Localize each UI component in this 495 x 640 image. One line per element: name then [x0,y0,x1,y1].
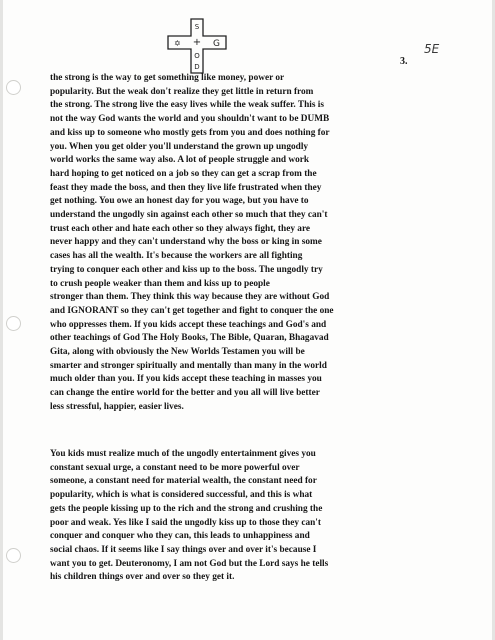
text-line: trust each other and hate each other so they always fight, they are [50,223,311,234]
page-number: 3. [400,56,408,67]
body-paragraph [50,72,450,415]
text-line: never happy and they can't understand why the boss or king in some [50,237,322,248]
text-line: popularity. But the weak don't realize they get little in return from [50,86,314,97]
text-line: feast they made the boss, and then they live life frustrated when they [50,182,322,193]
text-line: popularity, which is what is considered successful, and this is what [50,490,313,501]
handwritten-corner-mark: 5E [424,42,440,56]
text-line: who oppresses them. If you kids accept these teachings and God's and [50,319,327,330]
text-line: the strong. The strong live the easy lives while the weak suffer. This is [50,100,325,111]
text-line: less stressful, happier, easier lives. [50,401,184,412]
cross-letter: O [194,52,200,60]
text-line: hard hoping to get noticed on a job so they can get a scrap from the [50,168,317,179]
text-line: trying to conquer each other and kiss up to the boss. The ungodly try [50,264,323,275]
text-line: cases has all the wealth. It's because the workers are all fighting [50,251,303,262]
text-line: not the way God wants the world and you shouldn't want to be DUMB [50,114,330,125]
page-left-edge [0,0,3,640]
text-line: understand the ungodly sin against each other so much that they can't [50,210,328,221]
text-line: Gita, along with obviously the New Worlds Testamen you will be [50,347,305,358]
punch-hole-bottom [6,548,21,563]
cross-icon [166,18,228,74]
text-line: social chaos. If it seems like I say things over and over it's because I [50,544,317,555]
text-line: to crush people weaker than them and kiss up to people [50,278,270,289]
text-line: and IGNORANT so they can't get together and fight to conquer the one [50,305,334,316]
text-line: want you to get. Deuteronomy, I am not God but the Lord says he tells [50,558,329,569]
cross-letter: S [194,23,200,31]
text-line: much older than you. If you kids accept these teaching in masses you [50,374,322,385]
text-line: get nothing. You owe an honest day for you wage, but you have to [50,196,309,207]
cross-letter: G [213,39,220,49]
text-line: can change the entire world for the better and you all will live better [50,388,320,399]
punch-hole-middle [6,316,21,331]
text-line: someone, a constant need for material wealth, the constant need for [50,476,317,487]
text-line: constant sexual urge, a constant need to be more powerful over [50,462,300,473]
svg-text:+: + [192,37,202,48]
text-line: and kiss up to someone who mostly gets from you and does nothing for [50,127,330,138]
svg-text:✡: ✡ [174,39,181,48]
text-line: the strong is the way to get something like money, power or [50,73,285,83]
cross-letter: D [194,63,200,71]
text-line: You kids must realize much of the ungodly entertainment gives you [50,449,316,459]
body-paragraph [50,448,450,585]
text-line: conquer and conquer who they can, this leads to unhappiness and [50,531,310,542]
text-line: smarter and stronger spiritually and mentally than many in the world [50,360,327,371]
punch-hole-top [6,80,21,95]
text-line: you. When you get older you'll understand the grown up ungodly [50,141,309,152]
text-line: his children things over and over so they get it. [50,572,235,583]
text-line: poor and weak. Yes like I said the ungodly kiss up to those they can't [50,517,321,528]
text-line: other teachings of God The Holy Books, The Bible, Quaran, Bhagavad [50,333,329,344]
text-line: world works the same way also. A lot of people struggle and work [50,155,310,166]
text-line: gets the people kissing up to the rich and the strong and crushing the [50,503,323,514]
text-line: stronger than them. They think this way because they are without God [50,292,330,303]
